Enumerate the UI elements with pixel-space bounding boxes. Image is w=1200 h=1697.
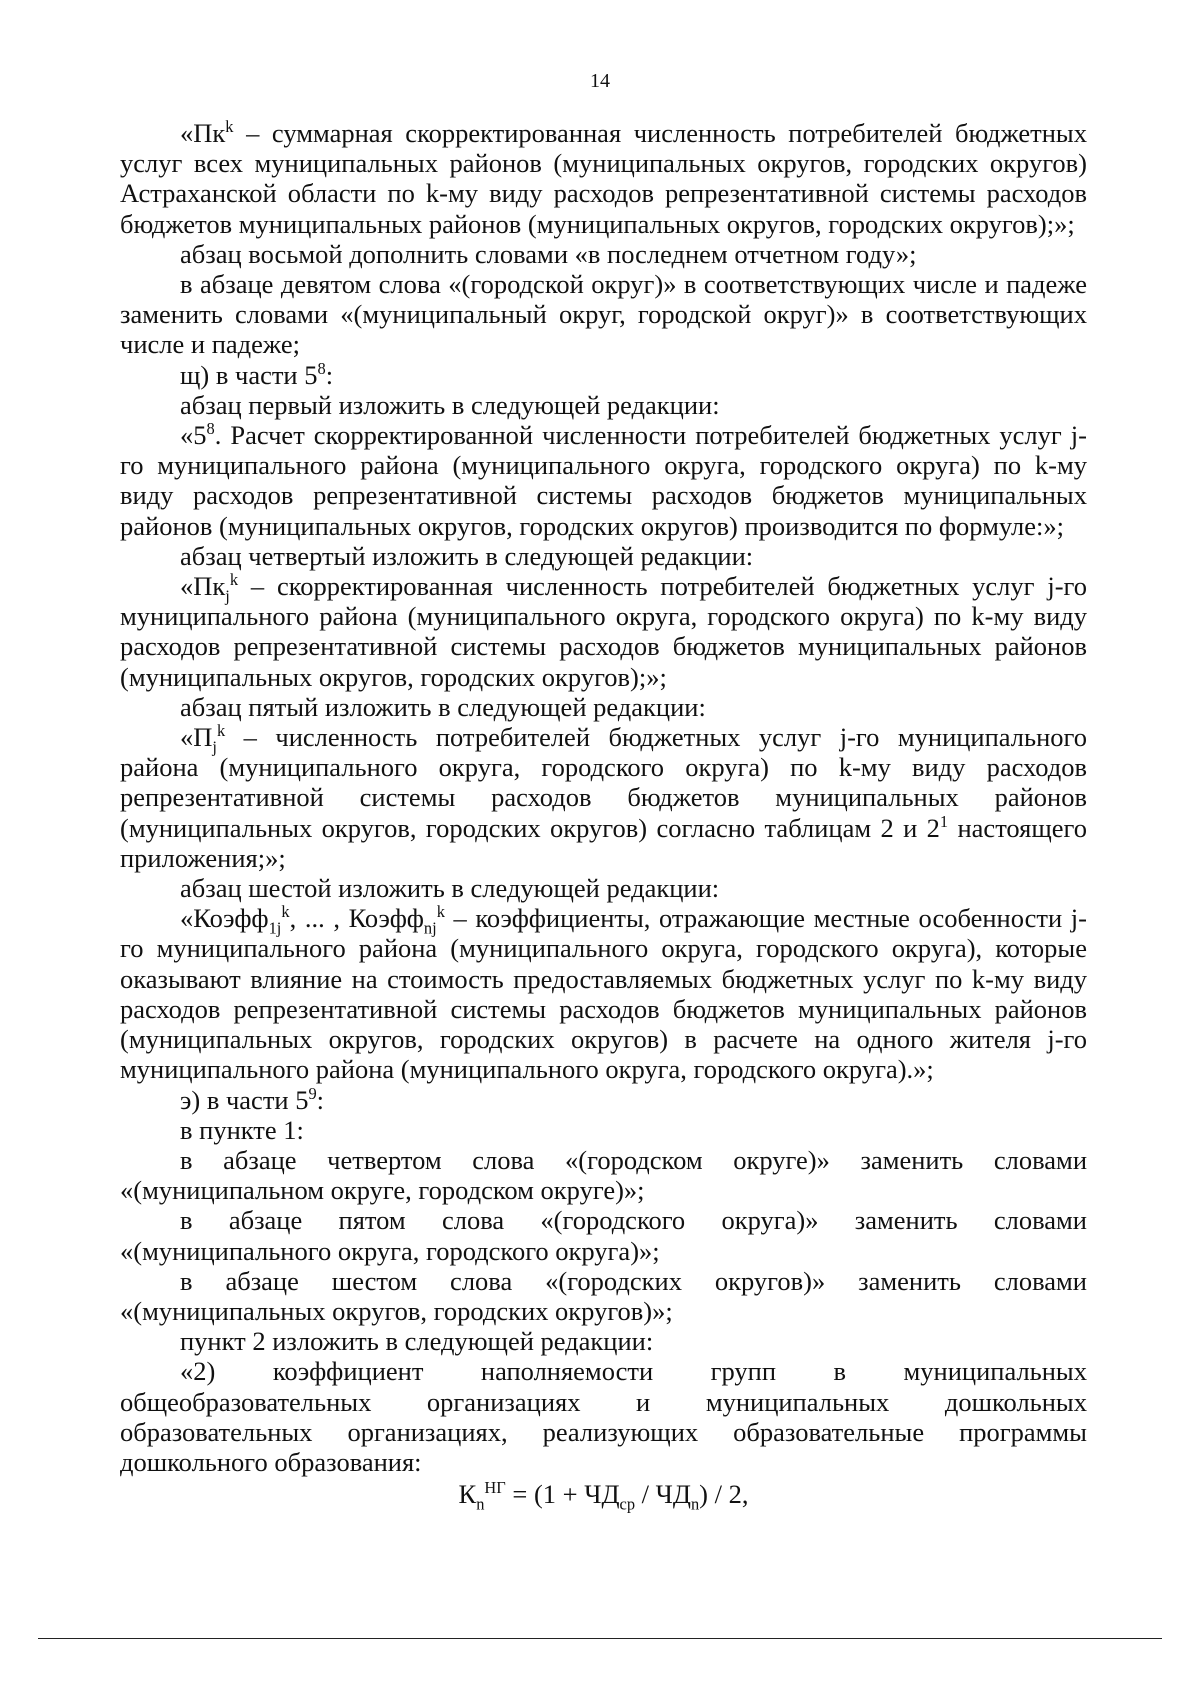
subscript: n: [476, 1494, 485, 1514]
text-run: «5: [180, 420, 207, 451]
page-bottom-rule: [38, 1638, 1162, 1639]
paragraph: [120, 1085, 1087, 1115]
superscript: k: [436, 902, 445, 922]
superscript: НГ: [484, 1478, 506, 1498]
subscript: ср: [619, 1494, 636, 1514]
document-body: [120, 117, 1087, 1514]
text-run: абзац шестой изложить в следующей редакции:: [180, 873, 720, 904]
text-run: К: [458, 1479, 477, 1510]
superscript: 9: [308, 1083, 317, 1103]
text-run: , ... , Коэфф: [289, 903, 424, 934]
text-run: :: [325, 359, 334, 390]
paragraph: [120, 1356, 1087, 1477]
paragraph: [120, 269, 1087, 360]
subscript: 1j: [268, 918, 282, 938]
text-run: в абзаце четвертом слова «(городском округе)» заменить словами «(муниципальном округе, городском округе)»;: [120, 1144, 1087, 1206]
superscript: k: [225, 117, 234, 137]
paragraph: [120, 722, 1087, 873]
paragraph: [120, 541, 1087, 571]
text-run: :: [316, 1084, 325, 1115]
paragraph: [120, 571, 1087, 692]
paragraph: [120, 118, 1087, 239]
paragraph: [120, 420, 1087, 541]
text-run: в абзаце пятом слова «(городского округа)» заменить словами «(муниципального округа, городского округа)»;: [120, 1205, 1087, 1266]
text-run: – суммарная скорректированная численность потребителей бюджетных услуг всех муниципальных районов (муниципальных округов, городских округов) Астраханской области по k-му виду расходов репрезентативной системы расходов бюджетов муниципальных районов (муниципальных округов, городских округов);»;: [120, 118, 1087, 239]
superscript: 1: [939, 811, 949, 831]
subscript: n: [690, 1494, 700, 1514]
text-run: – коэффициенты, отражающие местные особенности j-го муниципального района (муниципального округа, городского округа), которые оказывают влияние на стоимость предоставляемых бюджетных услуг по k-му виду расходов репрезентативной системы расходов бюджетов муниципальных районов (муниципальных округов, городских округов) в расчете на одного жителя j-го муниципального района (муниципального округа, городского округа).»;: [120, 903, 1087, 1085]
paragraph: [120, 239, 1087, 269]
text-run: «П: [180, 722, 213, 753]
formula: [120, 1477, 1087, 1514]
text-run: в абзаце шестом слова «(городских округов)» заменить словами «(муниципальных округов, городских округов)»;: [120, 1265, 1087, 1326]
text-run: настоящего приложения;»;: [120, 812, 1087, 873]
text-run: «Пк: [180, 118, 226, 148]
text-run: = (1 + ЧД: [505, 1479, 620, 1510]
text-run: ) / 2,: [699, 1479, 749, 1510]
paragraph: [120, 873, 1087, 903]
paragraph: [120, 1205, 1087, 1265]
text-run: абзац четвертый изложить в следующей редакции:: [180, 540, 754, 571]
text-run: – численность потребителей бюджетных услуг j-го муниципального района (муниципального округа, городского округа) по k-му виду расходов репрезентативной системы расходов бюджетов муниципальных районов (муниципальных округов, городских округов) согласно таблицам 2 и 2: [120, 722, 1087, 843]
subscript: nj: [423, 918, 437, 938]
subscript: j: [212, 737, 217, 757]
text-run: пункт 2 изложить в следующей редакции:: [180, 1326, 654, 1357]
text-run: / ЧД: [635, 1479, 691, 1510]
text-run: «2) коэффициент наполняемости групп в муниципальных общеобразовательных организациях и муниципальных дошкольных образовательных организациях, реализующих образовательные программы дошкольного образования:: [120, 1356, 1087, 1477]
paragraph: [120, 903, 1087, 1084]
text-run: – скорректированная численность потребителей бюджетных услуг j-го муниципального района (муниципального округа, городского округа) по k-му виду расходов репрезентативной системы расходов бюджетов муниципальных районов (муниципальных округов, городских округов);»;: [120, 571, 1087, 692]
text-run: «Коэфф: [180, 903, 269, 934]
paragraph: [120, 1145, 1087, 1205]
paragraph: [120, 692, 1087, 722]
superscript: 8: [317, 358, 326, 378]
paragraph: [120, 360, 1087, 390]
superscript: k: [281, 902, 290, 922]
text-run: щ) в части 5: [180, 359, 318, 390]
superscript: k: [216, 721, 226, 741]
text-run: «Пк: [180, 571, 226, 602]
page-number: 14: [590, 70, 610, 92]
superscript: k: [229, 570, 239, 590]
text-run: в абзаце девятом слова «(городской округ)» в соответствующих числе и падеже заменить словами «(муниципальный округ, городской округ)» в соответствующих числе и падеже;: [120, 269, 1087, 360]
text-run: абзац пятый изложить в следующей редакции:: [180, 691, 706, 722]
paragraph: [120, 390, 1087, 420]
subscript: j: [225, 586, 230, 606]
superscript: 8: [206, 419, 215, 439]
paragraph: [120, 1115, 1087, 1145]
text-run: . Расчет скорректированной численности потребителей бюджетных услуг j-го муниципального района (муниципального округа, городского округа) по k-му виду расходов репрезентативной системы расходов бюджетов муниципальных районов (муниципальных округов, городских округов) производится по формуле:»;: [120, 420, 1087, 541]
paragraph: [120, 1266, 1087, 1326]
paragraph: [120, 1326, 1087, 1356]
text-run: э) в части 5: [180, 1084, 309, 1115]
text-run: абзац восьмой дополнить словами «в последнем отчетном году»;: [180, 238, 917, 269]
text-run: в пункте 1:: [180, 1114, 304, 1145]
text-run: абзац первый изложить в следующей редакции:: [180, 389, 720, 420]
